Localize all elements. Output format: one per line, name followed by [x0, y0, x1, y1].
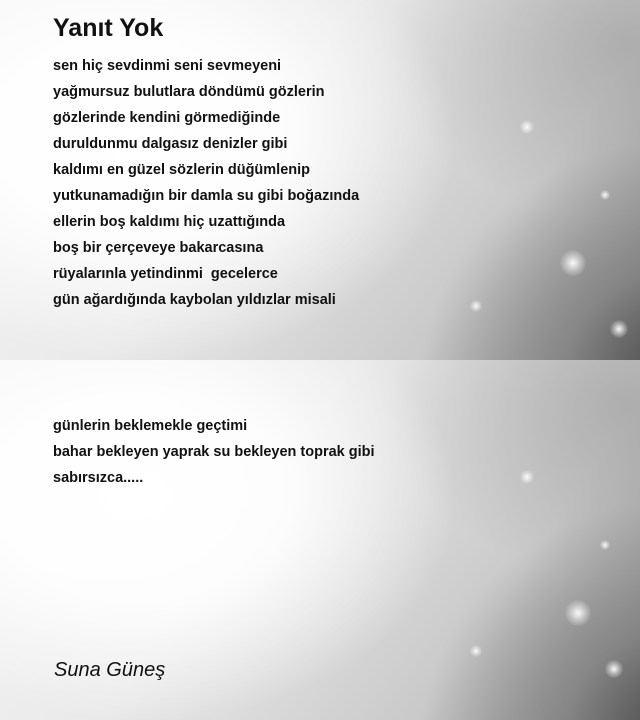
- bokeh-light: [520, 120, 534, 134]
- poem-line: gün ağardığında kaybolan yıldızlar misali: [53, 292, 336, 308]
- bokeh-light: [565, 600, 591, 626]
- poem-title: Yanıt Yok: [53, 14, 164, 42]
- poem-line: günlerin beklemekle geçtimi: [53, 418, 248, 434]
- bokeh-light: [600, 190, 610, 200]
- bokeh-light: [470, 300, 482, 312]
- poem-stanza-page-2: [53, 413, 375, 491]
- poem-line: yutkunamadığın bir damla su gibi boğazında: [53, 188, 360, 204]
- poem-line: rüyalarınla yetindinmi gecelerce: [53, 266, 278, 282]
- poem-line: gözlerinde kendini görmediğinde: [53, 110, 281, 126]
- bokeh-light: [470, 645, 482, 657]
- poem-line: ellerin boş kaldımı hiç uzattığında: [53, 214, 286, 230]
- poem-line: boş bir çerçeveye bakarcasına: [53, 240, 264, 256]
- bokeh-light: [600, 540, 610, 550]
- poem-card-bottom: [0, 360, 640, 720]
- poem-line: sabırsızca.....: [53, 470, 144, 486]
- poem-line: kaldımı en güzel sözlerin düğümlenip: [53, 162, 311, 178]
- poem-author: Suna Güneş: [54, 659, 166, 681]
- poem-line: sen hiç sevdinmi seni sevmeyeni: [53, 58, 282, 74]
- poem-line: yağmursuz bulutlara döndümü gözlerin: [53, 84, 325, 100]
- bokeh-light: [520, 470, 534, 484]
- poem-stanza-page-1: [53, 53, 359, 313]
- bokeh-light: [610, 320, 628, 338]
- bokeh-light: [605, 660, 623, 678]
- bokeh-light: [560, 250, 586, 276]
- poem-line: duruldunmu dalgasız denizler gibi: [53, 136, 288, 152]
- poem-line: bahar bekleyen yaprak su bekleyen toprak gibi: [53, 444, 375, 460]
